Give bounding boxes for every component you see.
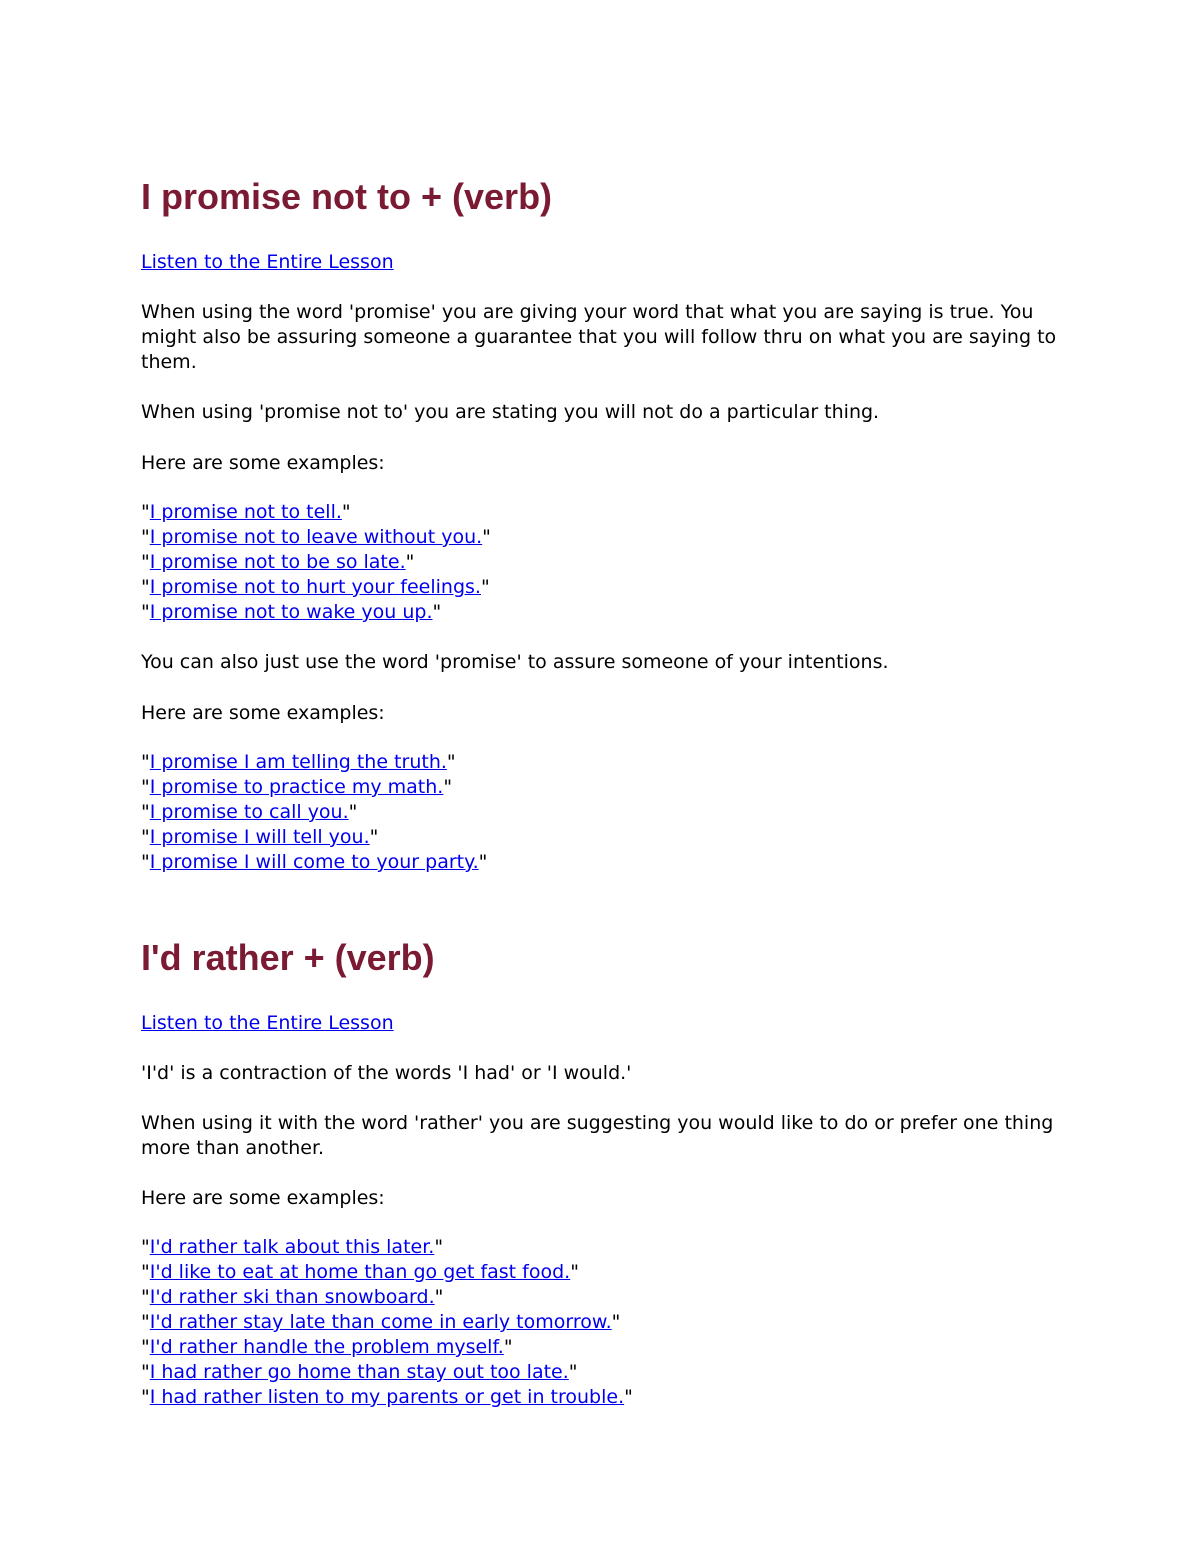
example-link[interactable]: I promise I am telling the truth. bbox=[149, 751, 447, 773]
examples-list-2 bbox=[141, 750, 487, 875]
example-item: "I promise to call you." bbox=[141, 801, 358, 823]
section-title-promise-not-to: I promise not to + (verb) bbox=[141, 176, 553, 217]
example-link[interactable]: I promise not to be so late. bbox=[149, 551, 406, 573]
example-item: "I'd rather handle the problem myself." bbox=[141, 1336, 513, 1358]
examples-heading: Here are some examples: bbox=[141, 1187, 385, 1209]
example-item: "I promise I will come to your party." bbox=[141, 851, 488, 873]
listen-lesson-link[interactable]: Listen to the Entire Lesson bbox=[141, 251, 394, 273]
example-link[interactable]: I promise to call you. bbox=[149, 801, 349, 823]
example-link[interactable]: I had rather listen to my parents or get in trouble. bbox=[149, 1386, 625, 1408]
example-link[interactable]: I promise not to leave without you. bbox=[149, 526, 483, 548]
section-title-id-rather: I'd rather + (verb) bbox=[141, 937, 435, 978]
example-link[interactable]: I promise I will come to your party. bbox=[149, 851, 479, 873]
intro-paragraph: 'I'd' is a contraction of the words 'I had' or 'I would.' bbox=[141, 1062, 632, 1084]
example-item: "I'd rather ski than snowboard." bbox=[141, 1286, 444, 1308]
intro-paragraph: When using the word 'promise' you are giving your word that what you are saying is true. You might also be assuring someone a guarantee that you will follow thru on what you are saying to them. bbox=[141, 301, 1057, 373]
example-item: "I promise I will tell you." bbox=[141, 826, 379, 848]
example-item: "I promise not to be so late." bbox=[141, 551, 415, 573]
example-item: "I'd rather stay late than come in early tomorrow." bbox=[141, 1311, 621, 1333]
example-item: "I had rather go home than stay out too late." bbox=[141, 1361, 578, 1383]
note-paragraph: When using it with the word 'rather' you are suggesting you would like to do or prefer one thing more than another. bbox=[141, 1112, 1054, 1159]
example-link[interactable]: I promise to practice my math. bbox=[149, 776, 444, 798]
example-link[interactable]: I promise not to wake you up. bbox=[149, 601, 433, 623]
example-item: "I'd like to eat at home than go get fast food." bbox=[141, 1261, 579, 1283]
listen-lesson-link[interactable]: Listen to the Entire Lesson bbox=[141, 1012, 394, 1034]
example-link[interactable]: I promise not to hurt your feelings. bbox=[149, 576, 481, 598]
example-item: "I promise not to wake you up." bbox=[141, 601, 442, 623]
example-link[interactable]: I'd rather handle the problem myself. bbox=[149, 1336, 504, 1358]
note-paragraph-2: You can also just use the word 'promise' to assure someone of your intentions. bbox=[141, 651, 889, 673]
example-item: "I promise I am telling the truth." bbox=[141, 751, 456, 773]
note-paragraph: When using 'promise not to' you are stating you will not do a particular thing. bbox=[141, 401, 880, 423]
example-item: "I promise not to hurt your feelings." bbox=[141, 576, 490, 598]
example-link[interactable]: I'd rather ski than snowboard. bbox=[149, 1286, 435, 1308]
example-link[interactable]: I'd like to eat at home than go get fast food. bbox=[149, 1261, 571, 1283]
example-link[interactable]: I'd rather stay late than come in early tomorrow. bbox=[149, 1311, 612, 1333]
example-link[interactable]: I had rather go home than stay out too late. bbox=[149, 1361, 569, 1383]
example-link[interactable]: I'd rather talk about this later. bbox=[149, 1236, 435, 1258]
example-item: "I promise not to leave without you." bbox=[141, 526, 491, 548]
examples-heading-2: Here are some examples: bbox=[141, 702, 385, 724]
examples-heading: Here are some examples: bbox=[141, 452, 385, 474]
example-item: "I promise to practice my math." bbox=[141, 776, 453, 798]
example-item: "I'd rather talk about this later." bbox=[141, 1236, 444, 1258]
examples-list bbox=[141, 500, 491, 625]
examples-list bbox=[141, 1235, 633, 1410]
example-link[interactable]: I promise not to tell. bbox=[149, 501, 342, 523]
example-link[interactable]: I promise I will tell you. bbox=[149, 826, 370, 848]
example-item: "I had rather listen to my parents or get in trouble." bbox=[141, 1386, 633, 1408]
example-item: "I promise not to tell." bbox=[141, 501, 351, 523]
